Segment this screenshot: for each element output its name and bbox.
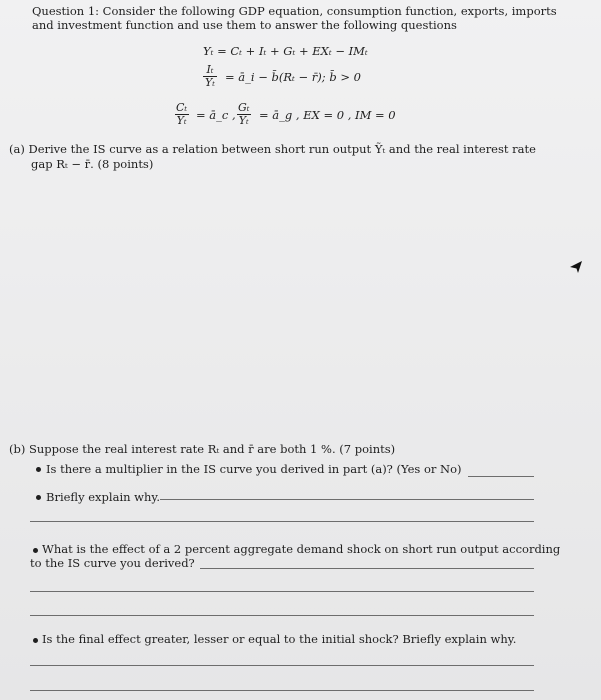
consumption-denominator: Ȳₜ <box>176 114 187 127</box>
government-and-trade: = ā_g , EX = 0 , IM = 0 <box>259 108 396 122</box>
part-a-line1: (a) Derive the IS curve as a relation between short run output Ỹₜ and the real interest rate <box>9 142 536 156</box>
bullet-point <box>33 548 38 553</box>
bullet-point <box>33 638 38 643</box>
final-effect-blank-2[interactable] <box>30 690 534 691</box>
question-intro-line1: Question 1: Consider the following GDP equation, consumption function, exports, imports <box>32 4 557 18</box>
part-a-line2: gap Rₜ − r̄. (8 points) <box>31 157 154 171</box>
shock-answer-blank-2[interactable] <box>30 591 534 592</box>
bullet-multiplier-question: Is there a multiplier in the IS curve you derived in part (a)? (Yes or No) <box>46 462 462 476</box>
investment-numerator: Iₜ <box>206 63 214 76</box>
cursor-arrow-icon <box>569 260 583 274</box>
investment-function: = ā_i − b̄(Rₜ − r̄); b̄ > 0 <box>225 70 361 84</box>
consumption-numerator: Cₜ <box>176 101 188 114</box>
government-denominator: Ȳₜ <box>238 114 249 127</box>
shock-answer-blank[interactable] <box>200 568 534 569</box>
consumption-fraction <box>174 102 189 127</box>
bullet-point <box>36 467 41 472</box>
investment-denominator: Ȳₜ <box>205 76 215 89</box>
bullet-shock-question-line2: to the IS curve you derived? <box>30 556 195 570</box>
gdp-equation: Yₜ = Cₜ + Iₜ + Gₜ + EXₜ − IMₜ <box>203 44 368 58</box>
investment-fraction <box>203 64 217 89</box>
shock-answer-blank-3[interactable] <box>30 615 534 616</box>
question-intro-line2: and investment function and use them to answer the following questions <box>32 18 457 32</box>
government-fraction <box>236 102 252 127</box>
explain-why-blank[interactable] <box>160 499 534 500</box>
bullet-shock-question-line1: What is the effect of a 2 percent aggregate demand shock on short run output according <box>42 542 561 556</box>
bullet-explain-why: Briefly explain why. <box>46 490 161 504</box>
final-effect-blank[interactable] <box>30 665 534 666</box>
bullet-final-effect-question: Is the final effect greater, lesser or equal to the initial shock? Briefly explain why. <box>42 632 517 646</box>
consumption-share: = ā_c , <box>196 108 236 122</box>
part-b-header: (b) Suppose the real interest rate Rₜ and r̄ are both 1 %. (7 points) <box>9 442 396 456</box>
explain-why-blank-2[interactable] <box>30 521 534 522</box>
multiplier-answer-blank[interactable] <box>468 476 534 477</box>
government-numerator: Gₜ <box>238 101 250 114</box>
bullet-point <box>36 495 41 500</box>
